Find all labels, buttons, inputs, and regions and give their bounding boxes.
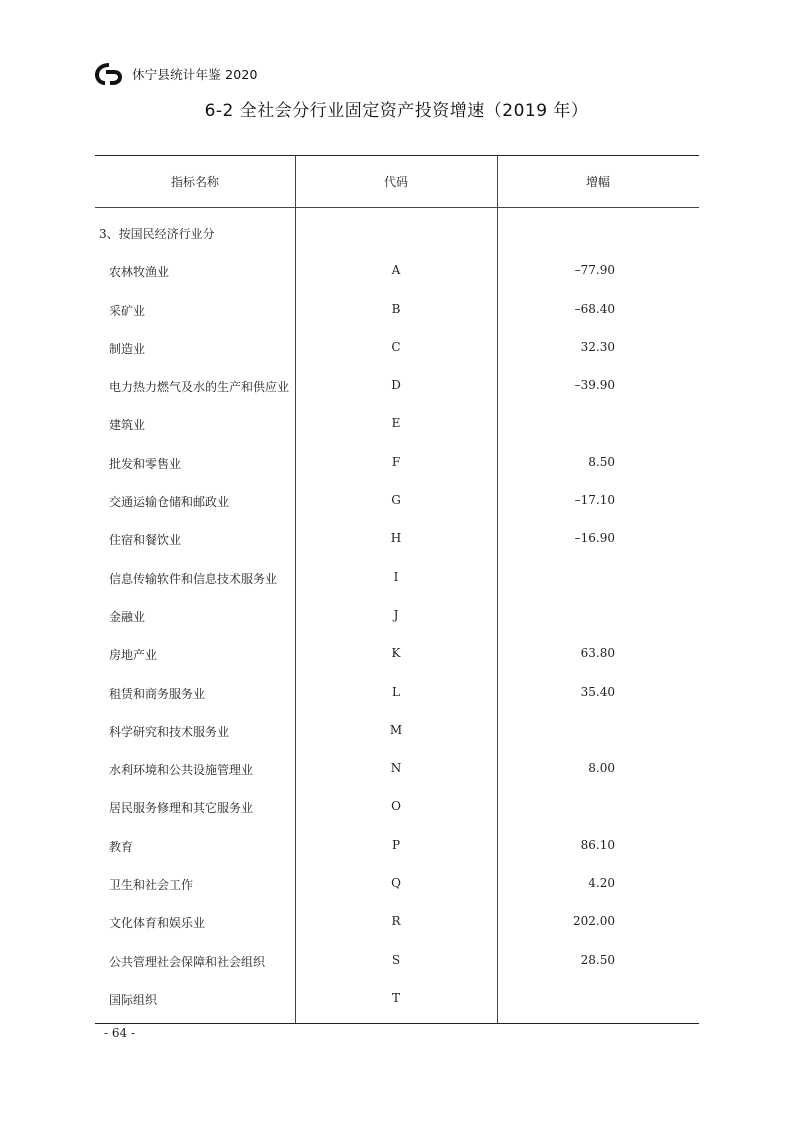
indicator-name: 公共管理社会保障和社会组织	[109, 954, 266, 969]
growth-value: 8.50	[588, 454, 615, 469]
column-header-name: 指标名称	[170, 175, 219, 189]
growth-value: 8.00	[588, 761, 615, 776]
table-row	[95, 376, 699, 414]
page-header	[92, 58, 258, 90]
indicator-name: 制造业	[109, 341, 146, 356]
industry-code: J	[393, 607, 399, 622]
industry-code: S	[391, 952, 401, 967]
indicator-name: 房地产业	[109, 648, 158, 663]
table-body	[95, 223, 699, 1027]
page-title: 6-2 全社会分行业固定资产投资增速（2019 年）	[204, 101, 589, 121]
industry-code: N	[390, 761, 402, 776]
industry-code: R	[391, 914, 401, 929]
industry-code: K	[391, 646, 401, 661]
industry-code: D	[391, 378, 401, 393]
indicator-name: 交通运输仓储和邮政业	[109, 495, 230, 510]
indicator-name: 教育	[109, 839, 134, 854]
table-row	[95, 644, 699, 682]
table-row	[95, 568, 699, 606]
column-header-code: 代码	[383, 175, 408, 189]
industry-code: P	[391, 837, 401, 852]
industry-code: E	[391, 416, 401, 431]
indicator-name: 文化体育和娱乐业	[109, 916, 206, 931]
growth-value: –68.40	[574, 301, 615, 316]
industry-code: O	[391, 799, 401, 814]
industry-code: A	[391, 263, 401, 278]
indicator-name: 居民服务修理和其它服务业	[109, 801, 254, 816]
table-row	[95, 912, 699, 950]
growth-value: 202.00	[573, 914, 615, 929]
table-row	[95, 338, 699, 376]
indicator-name: 电力热力燃气及水的生产和供应业	[109, 380, 290, 395]
indicator-name: 卫生和社会工作	[109, 878, 194, 893]
industry-code: I	[393, 569, 399, 584]
growth-value: –17.10	[574, 493, 615, 508]
indicator-name: 住宿和餐饮业	[109, 533, 182, 548]
table-row	[95, 606, 699, 644]
indicator-name: 信息传输软件和信息技术服务业	[109, 571, 278, 586]
indicator-name: 采矿业	[109, 303, 146, 318]
industry-code: B	[391, 301, 401, 316]
table-section-row	[95, 223, 699, 261]
table-row	[95, 759, 699, 797]
industry-code: M	[389, 722, 403, 737]
growth-value: –39.90	[574, 378, 615, 393]
column-header-growth: 增幅	[585, 175, 610, 189]
table-row	[95, 721, 699, 759]
growth-value: 28.50	[580, 952, 615, 967]
table-top-rule	[95, 155, 699, 156]
table-row	[95, 529, 699, 567]
indicator-name: 金融业	[109, 609, 146, 624]
indicator-name: 批发和零售业	[109, 456, 182, 471]
indicator-name: 建筑业	[109, 418, 146, 433]
data-table	[95, 155, 699, 1025]
growth-value: 63.80	[580, 646, 615, 661]
table-row	[95, 261, 699, 299]
table-row	[95, 300, 699, 338]
table-row	[95, 836, 699, 874]
industry-code: F	[391, 454, 401, 469]
yearbook-logo-icon	[92, 60, 126, 88]
table-row	[95, 491, 699, 529]
table-row	[95, 951, 699, 989]
indicator-name: 国际组织	[109, 992, 158, 1007]
growth-value: 86.10	[580, 837, 615, 852]
table-header-rule	[95, 207, 699, 208]
indicator-name: 科学研究和技术服务业	[109, 724, 230, 739]
table-row	[95, 453, 699, 491]
table-row	[95, 874, 699, 912]
yearbook-title: 休宁县统计年鉴 2020	[132, 67, 258, 82]
industry-code: T	[391, 990, 400, 1005]
growth-value: 32.30	[580, 339, 615, 354]
indicator-name: 水利环境和公共设施管理业	[109, 763, 254, 778]
table-row	[95, 683, 699, 721]
indicator-name: 3、按国民经济行业分	[99, 227, 215, 241]
indicator-name: 农林牧渔业	[109, 265, 170, 280]
page-number: - 64 -	[104, 1026, 136, 1040]
industry-code: Q	[391, 876, 401, 891]
industry-code: G	[391, 493, 401, 508]
table-row	[95, 797, 699, 835]
table-row	[95, 414, 699, 452]
indicator-name: 租赁和商务服务业	[109, 686, 206, 701]
growth-value: 35.40	[580, 684, 615, 699]
industry-code: L	[392, 684, 400, 699]
growth-value: 4.20	[588, 876, 615, 891]
table-row	[95, 989, 699, 1027]
industry-code: C	[391, 339, 401, 354]
industry-code: H	[390, 531, 402, 546]
growth-value: –77.90	[574, 263, 615, 278]
growth-value: –16.90	[574, 531, 615, 546]
